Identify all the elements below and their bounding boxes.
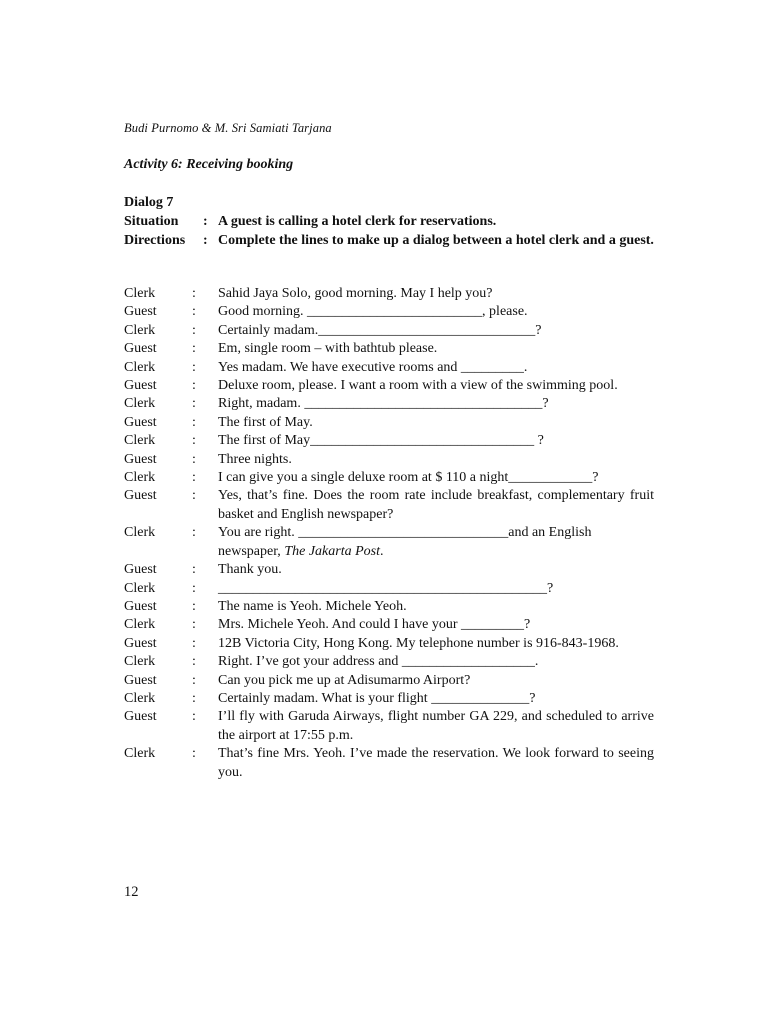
speaker: Guest: [124, 488, 157, 504]
dialog-title-row: [124, 193, 654, 212]
dialog-line: [124, 580, 654, 598]
colon: :: [192, 562, 196, 578]
speaker: Clerk: [124, 470, 156, 486]
utterance: The first of May________________________________ ?: [218, 433, 544, 449]
speaker: Clerk: [124, 654, 156, 670]
speaker: Guest: [124, 562, 157, 578]
utterance: Certainly madam._______________________________?: [218, 322, 542, 338]
speaker: Clerk: [124, 746, 156, 762]
colon: :: [192, 286, 196, 301]
utterance: The name is Yeoh. Michele Yeoh.: [218, 598, 407, 614]
utterance: Three nights.: [218, 451, 292, 467]
colon: :: [192, 709, 196, 725]
directions-label: Directions: [124, 233, 186, 248]
dialog-line: [124, 598, 654, 616]
utterance: Right. I’ve got your address and ___________________.: [218, 654, 539, 670]
speaker: Guest: [124, 304, 157, 320]
colon: :: [192, 322, 196, 338]
speaker: Clerk: [124, 617, 156, 633]
speaker: Guest: [124, 635, 157, 651]
speaker: Guest: [124, 451, 157, 467]
speaker: Clerk: [124, 690, 156, 706]
utterance: The first of May.: [218, 414, 313, 430]
colon: :: [192, 304, 196, 320]
utterance: [218, 524, 654, 561]
dialog-line: [124, 414, 654, 432]
speaker: Guest: [124, 672, 157, 688]
colon: :: [192, 414, 196, 430]
colon: :: [192, 396, 196, 412]
colon: :: [192, 341, 196, 357]
page-number: 12: [124, 884, 139, 900]
running-head: Budi Purnomo & M. Sri Samiati Tarjana: [124, 121, 332, 135]
dialog-line: [124, 524, 654, 561]
dialog-line: [124, 469, 654, 487]
speaker: Guest: [124, 598, 157, 614]
utterance: Right, madam. __________________________________?: [218, 396, 549, 412]
dialog-line: [124, 616, 654, 634]
dialog-line: [124, 377, 654, 395]
colon: :: [192, 746, 196, 762]
dialog-line: [124, 672, 654, 690]
dialog-line: [124, 561, 654, 579]
colon: :: [192, 617, 196, 633]
dialog-title: Dialog 7: [124, 195, 174, 210]
colon: :: [192, 359, 196, 375]
dialog-line: [124, 303, 654, 321]
speaker: Guest: [124, 378, 157, 394]
utterance: Sahid Jaya Solo, good morning. May I help you?: [218, 286, 493, 301]
utterance: Can you pick me up at Adisumarmo Airport?: [218, 672, 471, 688]
utterance: Thank you.: [218, 562, 282, 578]
utterance: Mrs. Michele Yeoh. And could I have your _________?: [218, 617, 531, 633]
utterance: _______________________________________________?: [218, 580, 554, 596]
dialog-line: [124, 395, 654, 413]
dialog-lines: [124, 285, 654, 782]
utterance: Yes, that’s fine. Does the room rate include breakfast, complementary fruit basket and English newspaper?: [218, 488, 654, 522]
utterance: Em, single room – with bathtub please.: [218, 341, 438, 357]
utterance: 12B Victoria City, Hong Kong. My telephone number is 916-843-1968.: [218, 635, 619, 651]
speaker: Clerk: [124, 433, 156, 449]
directions-row: [124, 231, 654, 250]
activity-title: Activity 6: Receiving booking: [124, 157, 294, 172]
colon: :: [192, 488, 196, 504]
speaker: Clerk: [124, 286, 156, 301]
speaker: Clerk: [124, 396, 156, 412]
dialog-line: [124, 487, 654, 524]
colon: :: [192, 525, 196, 541]
colon: :: [192, 470, 196, 486]
colon: :: [192, 690, 196, 706]
speaker: Clerk: [124, 525, 156, 541]
directions-text: Complete the lines to make up a dialog between a hotel clerk and a guest.: [218, 233, 654, 248]
dialog-header: [124, 193, 654, 250]
dialog-line: [124, 432, 654, 450]
speaker: Clerk: [124, 359, 156, 375]
colon: :: [192, 451, 196, 467]
dialog-line: [124, 690, 654, 708]
situation-colon: :: [203, 214, 208, 229]
colon: :: [192, 598, 196, 614]
situation-row: [124, 212, 654, 231]
dialog-line: [124, 635, 654, 653]
utterance: I’ll fly with Garuda Airways, flight number GA 229, and scheduled to arrive the airport at 17:55 p.m.: [218, 709, 654, 743]
colon: :: [192, 580, 196, 596]
dialog-line: [124, 451, 654, 469]
dialog-line: [124, 285, 654, 303]
dialog-line: [124, 745, 654, 782]
situation-label: Situation: [124, 214, 179, 229]
speaker: Guest: [124, 709, 157, 725]
dialog-line: [124, 359, 654, 377]
utterance-text: You are right. ______________________________and an English newspaper,: [218, 525, 592, 559]
dialog-line: [124, 653, 654, 671]
newspaper-name: The Jakarta Post: [284, 543, 380, 559]
colon: :: [192, 433, 196, 449]
dialog-line: [124, 322, 654, 340]
speaker: Clerk: [124, 580, 156, 596]
utterance: Certainly madam. What is your flight ______________?: [218, 690, 536, 706]
colon: :: [192, 672, 196, 688]
speaker: Guest: [124, 414, 157, 430]
dialog-line: [124, 340, 654, 358]
colon: :: [192, 635, 196, 651]
dialog-line: [124, 708, 654, 745]
utterance-end: .: [379, 543, 384, 559]
directions-colon: :: [203, 233, 208, 248]
colon: :: [192, 654, 196, 670]
utterance: Deluxe room, please. I want a room with a view of the swimming pool.: [218, 378, 618, 394]
colon: :: [192, 378, 196, 394]
speaker: Guest: [124, 341, 157, 357]
utterance: Yes madam. We have executive rooms and _________.: [218, 359, 528, 375]
utterance: Good morning. _________________________, please.: [218, 304, 528, 320]
speaker: Clerk: [124, 322, 156, 338]
utterance: That’s fine Mrs. Yeoh. I’ve made the reservation. We look forward to seeing you.: [218, 746, 654, 780]
utterance: I can give you a single deluxe room at $ 110 a night____________?: [218, 470, 599, 486]
situation-text: A guest is calling a hotel clerk for reservations.: [218, 214, 497, 229]
